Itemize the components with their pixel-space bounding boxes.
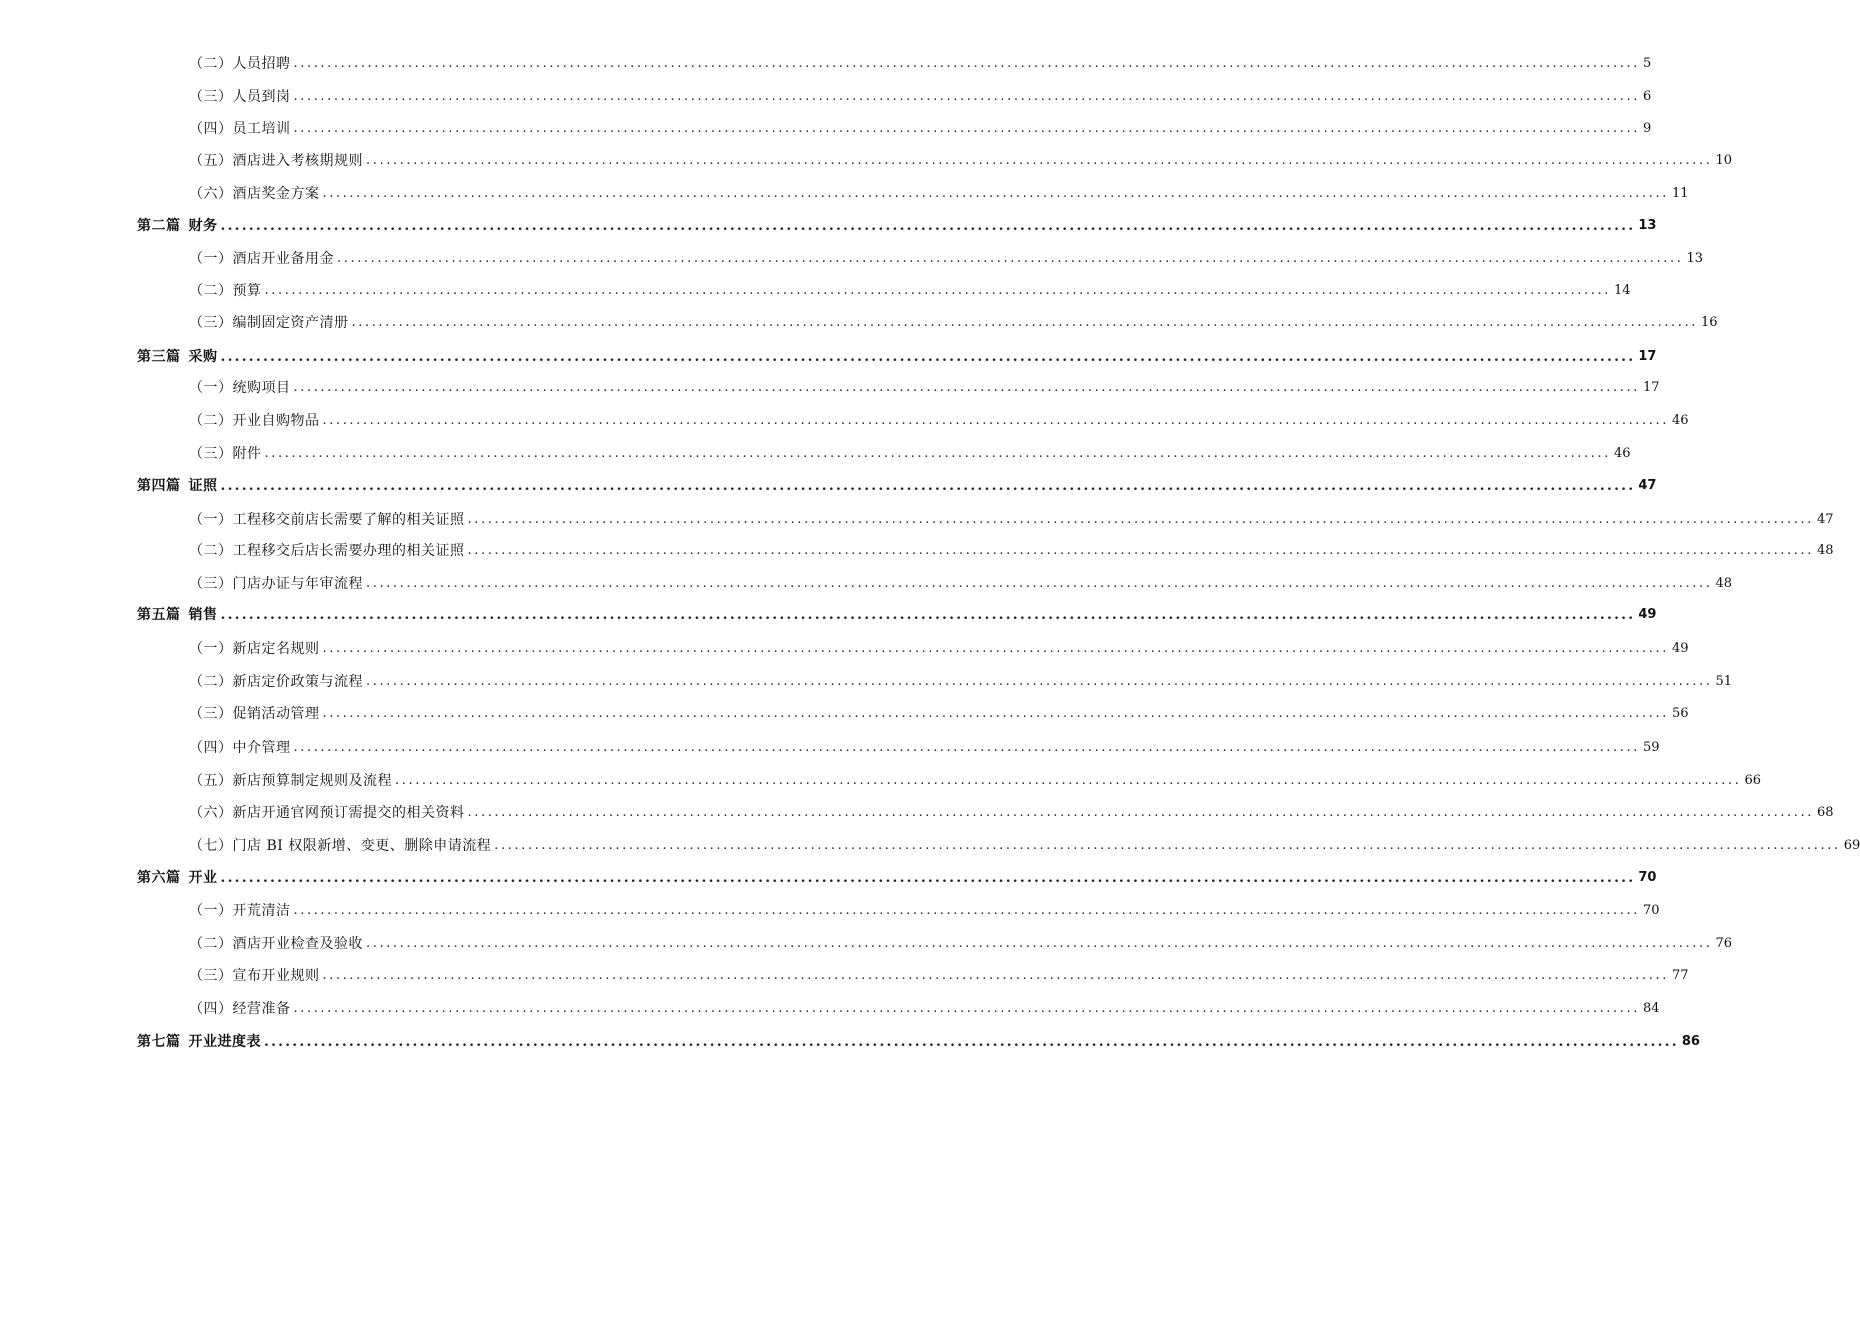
toc-entry-title: 新店定价政策与流程 (232, 674, 363, 690)
toc-entry-number: （二） (189, 543, 233, 559)
toc-entry-label (189, 410, 320, 432)
toc-entry-number: （一） (189, 903, 233, 919)
toc-entry-label (189, 86, 291, 108)
toc-entry-title: 门店办证与年审流程 (232, 576, 363, 592)
toc-entry-number: （四） (189, 1001, 233, 1017)
toc-entry-label (189, 443, 262, 465)
toc-entry-page: 76 (1715, 936, 1733, 951)
toc-entry[interactable] (189, 443, 1631, 465)
toc-entry-number: （一） (189, 512, 233, 528)
toc-entry-page: 14 (1613, 283, 1631, 298)
toc-chapter-number: 第七篇 (137, 1034, 181, 1050)
toc-chapter[interactable] (137, 346, 1657, 368)
toc-entry-page: 70 (1642, 903, 1660, 918)
toc-entry-label (189, 53, 291, 75)
toc-chapter-page: 47 (1638, 478, 1657, 493)
toc-entry-page: 49 (1671, 641, 1689, 656)
toc-chapter-title: 财务 (188, 218, 218, 234)
toc-leader-dots: ........................................................................................................................................................................................................ (322, 641, 1669, 656)
toc-entry-page: 17 (1642, 380, 1660, 395)
toc-leader-dots: ........................................................................................................................................................................................................ (337, 251, 1684, 266)
toc-chapter-label (137, 475, 218, 497)
toc-entry-page: 51 (1715, 674, 1733, 689)
toc-entry-title: 门店 BI 权限新增、变更、删除申请流程 (232, 838, 492, 854)
toc-entry-title: 员工培训 (232, 121, 291, 137)
toc-leader-dots: ........................................................................................................................................................................................................ (322, 968, 1669, 983)
toc-leader-dots: ........................................................................................................................................................................................................ (366, 576, 1713, 591)
toc-leader-dots: ........................................................................................................................................................................................................ (220, 607, 1636, 623)
toc-chapter-label (137, 1031, 261, 1053)
toc-chapter-page: 86 (1681, 1034, 1700, 1049)
toc-entry[interactable] (189, 998, 1660, 1020)
toc-entry-page: 46 (1671, 413, 1689, 428)
toc-chapter-number: 第五篇 (137, 607, 181, 623)
toc-entry-label (189, 540, 465, 562)
toc-leader-dots: ........................................................................................................................................................................................................ (264, 283, 1611, 298)
toc-leader-dots: ........................................................................................................................................................................................................ (293, 740, 1640, 755)
toc-entry[interactable] (189, 900, 1660, 922)
toc-entry-page: 48 (1816, 543, 1834, 558)
toc-chapter[interactable] (137, 475, 1657, 497)
toc-leader-dots: ........................................................................................................................................................................................................ (264, 446, 1611, 461)
toc-entry-number: （一） (189, 641, 233, 657)
toc-entry-title: 人员招聘 (232, 56, 291, 72)
toc-entry-number: （三） (189, 89, 233, 105)
toc-entry-number: （五） (189, 773, 233, 789)
toc-entry[interactable] (189, 737, 1660, 759)
toc-chapter-page: 17 (1638, 349, 1657, 364)
toc-entry-label (189, 509, 465, 531)
toc-entry-label (189, 802, 465, 824)
toc-entry-number: （二） (189, 283, 233, 299)
toc-entry-label (189, 998, 291, 1020)
toc-chapter[interactable] (137, 215, 1657, 237)
toc-entry-label (189, 933, 363, 955)
toc-entry-label (189, 150, 363, 172)
toc-entry-title: 统购项目 (232, 380, 291, 396)
toc-entry-title: 工程移交前店长需要了解的相关证照 (232, 512, 465, 528)
toc-entry[interactable] (189, 248, 1704, 270)
toc-leader-dots: ........................................................................................................................................................................................................ (220, 478, 1636, 494)
toc-entry-label (189, 770, 392, 792)
toc-leader-dots: ........................................................................................................................................................................................................ (467, 805, 1814, 820)
toc-chapter-page: 13 (1638, 218, 1657, 233)
toc-chapter-title: 开业 (188, 870, 218, 886)
toc-leader-dots: ........................................................................................................................................................................................................ (293, 56, 1640, 71)
toc-entry-label (189, 312, 349, 334)
toc-entry-page: 56 (1671, 706, 1689, 721)
toc-entry-label (189, 248, 334, 270)
toc-entry-title: 经营准备 (232, 1001, 291, 1017)
toc-entry-label (189, 377, 291, 399)
toc-entry[interactable] (189, 150, 1733, 172)
toc-entry-label (189, 703, 320, 725)
toc-leader-dots: ........................................................................................................................................................................................................ (293, 1001, 1640, 1016)
toc-entry-number: （二） (189, 936, 233, 952)
toc-entry-title: 酒店奖金方案 (232, 186, 320, 202)
toc-entry-page: 48 (1715, 576, 1733, 591)
toc-entry-page: 5 (1642, 56, 1652, 71)
toc-leader-dots: ........................................................................................................................................................................................................ (467, 512, 1814, 527)
toc-leader-dots: ........................................................................................................................................................................................................ (366, 674, 1713, 689)
toc-entry-title: 开荒清洁 (232, 903, 291, 919)
toc-entry-label (189, 835, 491, 857)
toc-leader-dots: ........................................................................................................................................................................................................ (293, 380, 1640, 395)
toc-entry[interactable] (189, 377, 1660, 399)
toc-entry-number: （六） (189, 186, 233, 202)
toc-entry-number: （四） (189, 121, 233, 137)
toc-entry[interactable] (189, 573, 1733, 595)
toc-entry-number: （六） (189, 805, 233, 821)
toc-leader-dots: ........................................................................................................................................................................................................ (293, 121, 1640, 136)
toc-entry-label (189, 118, 291, 140)
toc-entry-label (189, 573, 363, 595)
toc-entry[interactable] (189, 509, 1834, 531)
toc-chapter-number: 第二篇 (137, 218, 181, 234)
toc-entry[interactable] (189, 183, 1689, 205)
toc-leader-dots: ........................................................................................................................................................................................................ (293, 903, 1640, 918)
toc-chapter-number: 第四篇 (137, 478, 181, 494)
toc-entry[interactable] (189, 410, 1689, 432)
toc-entry-title: 中介管理 (232, 740, 291, 756)
toc-leader-dots: ........................................................................................................................................................................................................ (494, 838, 1841, 853)
toc-entry-title: 宣布开业规则 (232, 968, 320, 984)
toc-entry[interactable] (189, 540, 1834, 562)
toc-entry-number: （一） (189, 380, 233, 396)
toc-entry[interactable] (189, 933, 1733, 955)
toc-entry-number: （二） (189, 56, 233, 72)
toc-chapter-number: 第三篇 (137, 349, 181, 365)
toc-entry-title: 工程移交后店长需要办理的相关证照 (232, 543, 465, 559)
toc-entry[interactable] (189, 86, 1652, 108)
toc-chapter-label (137, 346, 218, 368)
toc-chapter-page: 49 (1638, 607, 1657, 622)
toc-leader-dots: ........................................................................................................................................................................................................ (322, 413, 1669, 428)
toc-entry[interactable] (189, 770, 1762, 792)
toc-leader-dots: ........................................................................................................................................................................................................ (220, 870, 1636, 886)
toc-entry-title: 人员到岗 (232, 89, 291, 105)
toc-entry-page: 16 (1700, 315, 1718, 330)
toc-entry-title: 酒店进入考核期规则 (232, 153, 363, 169)
toc-entry[interactable] (189, 802, 1834, 824)
toc-chapter[interactable] (137, 1031, 1700, 1053)
toc-entry-number: （四） (189, 740, 233, 756)
toc-entry-page: 68 (1816, 805, 1834, 820)
toc-entry-page: 59 (1642, 740, 1660, 755)
toc-chapter-title: 采购 (188, 349, 218, 365)
toc-chapter[interactable] (137, 604, 1657, 626)
toc-entry-page: 6 (1642, 89, 1652, 104)
toc-entry-title: 附件 (232, 446, 262, 462)
toc-entry-page: 77 (1671, 968, 1689, 983)
toc-entry-title: 编制固定资产清册 (232, 315, 349, 331)
toc-entry-label (189, 737, 291, 759)
toc-entry[interactable] (189, 965, 1689, 987)
toc-leader-dots: ........................................................................................................................................................................................................ (293, 89, 1640, 104)
toc-leader-dots: ........................................................................................................................................................................................................ (264, 1034, 1679, 1050)
toc-entry[interactable] (189, 53, 1652, 75)
toc-entry-number: （二） (189, 674, 233, 690)
toc-chapter-label (137, 215, 218, 237)
toc-chapter-label (137, 867, 218, 889)
toc-entry[interactable] (189, 835, 1860, 857)
toc-entry-label (189, 280, 262, 302)
toc-chapter-number: 第六篇 (137, 870, 181, 886)
toc-entry-page: 10 (1715, 153, 1733, 168)
toc-entry-label (189, 183, 320, 205)
toc-entry-number: （三） (189, 315, 233, 331)
toc-entry-number: （七） (189, 838, 233, 854)
toc-entry[interactable] (189, 638, 1689, 660)
toc-entry-title: 酒店开业检查及验收 (232, 936, 363, 952)
toc-entry-label (189, 671, 363, 693)
toc-leader-dots: ........................................................................................................................................................................................................ (351, 315, 1698, 330)
toc-chapter-title: 开业进度表 (188, 1034, 261, 1050)
toc-entry[interactable] (189, 280, 1631, 302)
toc-leader-dots: ........................................................................................................................................................................................................ (366, 153, 1713, 168)
toc-entry-title: 促销活动管理 (232, 706, 320, 722)
toc-entry-page: 13 (1686, 251, 1704, 266)
toc-chapter-title: 销售 (188, 607, 218, 623)
toc-entry-number: （三） (189, 968, 233, 984)
toc-leader-dots: ........................................................................................................................................................................................................ (220, 218, 1636, 234)
toc-entry-label (189, 965, 320, 987)
toc-entry-number: （二） (189, 413, 233, 429)
toc-entry-title: 新店定名规则 (232, 641, 320, 657)
toc-leader-dots: ........................................................................................................................................................................................................ (220, 349, 1636, 365)
toc-leader-dots: ........................................................................................................................................................................................................ (467, 543, 1814, 558)
toc-entry-label (189, 900, 291, 922)
toc-entry-title: 新店预算制定规则及流程 (232, 773, 392, 789)
toc-chapter-label (137, 604, 218, 626)
toc-entry-label (189, 638, 320, 660)
toc-chapter-page: 70 (1638, 870, 1657, 885)
toc-entry-title: 新店开通官网预订需提交的相关资料 (232, 805, 465, 821)
toc-entry-page: 11 (1671, 186, 1689, 201)
toc-entry-number: （一） (189, 251, 233, 267)
toc-entry-number: （五） (189, 153, 233, 169)
toc-leader-dots: ........................................................................................................................................................................................................ (322, 706, 1669, 721)
toc-entry-page: 9 (1642, 121, 1652, 136)
toc-leader-dots: ........................................................................................................................................................................................................ (322, 186, 1669, 201)
toc-entry-title: 预算 (232, 283, 262, 299)
toc-entry-page: 66 (1744, 773, 1762, 788)
toc-entry-title: 开业自购物品 (232, 413, 320, 429)
toc-entry-title: 酒店开业备用金 (232, 251, 334, 267)
toc-leader-dots: ........................................................................................................................................................................................................ (366, 936, 1713, 951)
toc-entry-page: 47 (1816, 512, 1834, 527)
toc-entry-number: （三） (189, 576, 233, 592)
toc-entry[interactable] (189, 312, 1718, 334)
toc-entry-number: （三） (189, 446, 233, 462)
toc-entry-number: （三） (189, 706, 233, 722)
toc-leader-dots: ........................................................................................................................................................................................................ (395, 773, 1742, 788)
toc-chapter[interactable] (137, 867, 1657, 889)
toc-entry-page: 69 (1843, 838, 1860, 853)
toc-entry[interactable] (189, 118, 1652, 140)
toc-entry[interactable] (189, 671, 1733, 693)
toc-entry-page: 84 (1642, 1001, 1660, 1016)
toc-entry-page: 46 (1613, 446, 1631, 461)
toc-entry[interactable] (189, 703, 1689, 725)
toc-chapter-title: 证照 (188, 478, 218, 494)
